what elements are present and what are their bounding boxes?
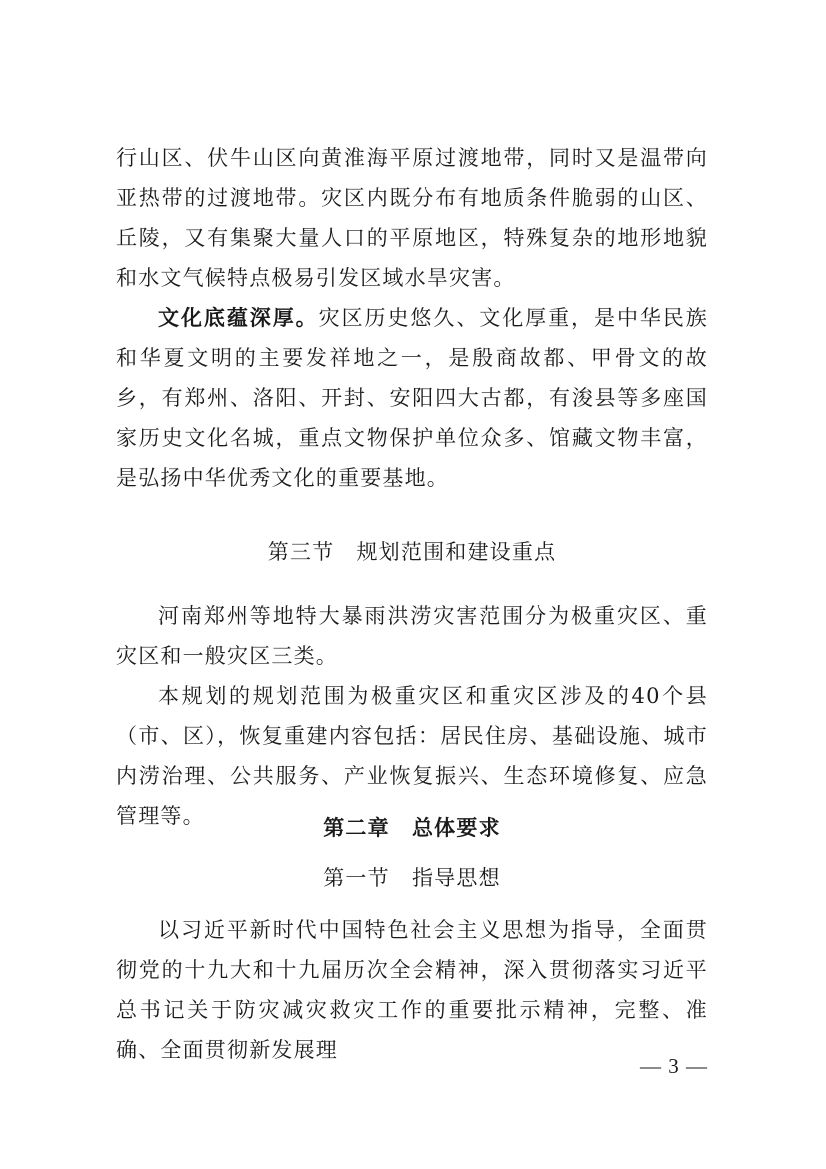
paragraph-culture	[116, 298, 708, 498]
paragraph-plan-scope: 本规划的规划范围为极重灾区和重灾区涉及的40个县（市、区），恢复重建内容包括：居民住房、基础设施、城市内涝治理、公共服务、产业恢复振兴、生态环境修复、应急管理等。	[116, 684, 708, 828]
paragraph-culture-body: 灾区历史悠久、文化厚重，是中华民族和华夏文明的主要发祥地之一，是殷商故都、甲骨文的故乡，有郑州、洛阳、开封、安阳四大古都，有浚县等多座国家历史文化名城，重点文物保护单位众多、馆藏文物丰富，是弘扬中华优秀文化的重要基地。	[116, 306, 708, 490]
section-heading-guiding-ideology: 第一节 指导思想	[323, 866, 501, 890]
paragraph-guiding-ideology: 以习近平新时代中国特色社会主义思想为指导，全面贯彻党的十九大和十九届历次全会精神，深入贯彻落实习近平总书记关于防灾减灾救灾工作的重要批示精神，完整、准确、全面贯彻新发展理	[116, 918, 708, 1062]
chapter-heading-overall-requirements: 第二章 总体要求	[323, 815, 501, 840]
paragraph-disaster-range: 河南郑州等地特大暴雨洪涝灾害范围分为极重灾区、重灾区和一般灾区三类。	[116, 604, 708, 668]
paragraph-geography-continued: 行山区、伏牛山区向黄淮海平原过渡地带，同时又是温带向亚热带的过渡地带。灾区内既分布有地质条件脆弱的山区、丘陵，又有集聚大量人口的平原地区，特殊复杂的地形地貌和水文气候特点极易引发区域水旱灾害。	[116, 146, 708, 290]
paragraph-culture-lead: 文化底蕴深厚。	[158, 305, 319, 330]
page-number: — 3 —	[640, 1054, 708, 1078]
section-heading-scope: 第三节 规划范围和建设重点	[267, 540, 557, 564]
